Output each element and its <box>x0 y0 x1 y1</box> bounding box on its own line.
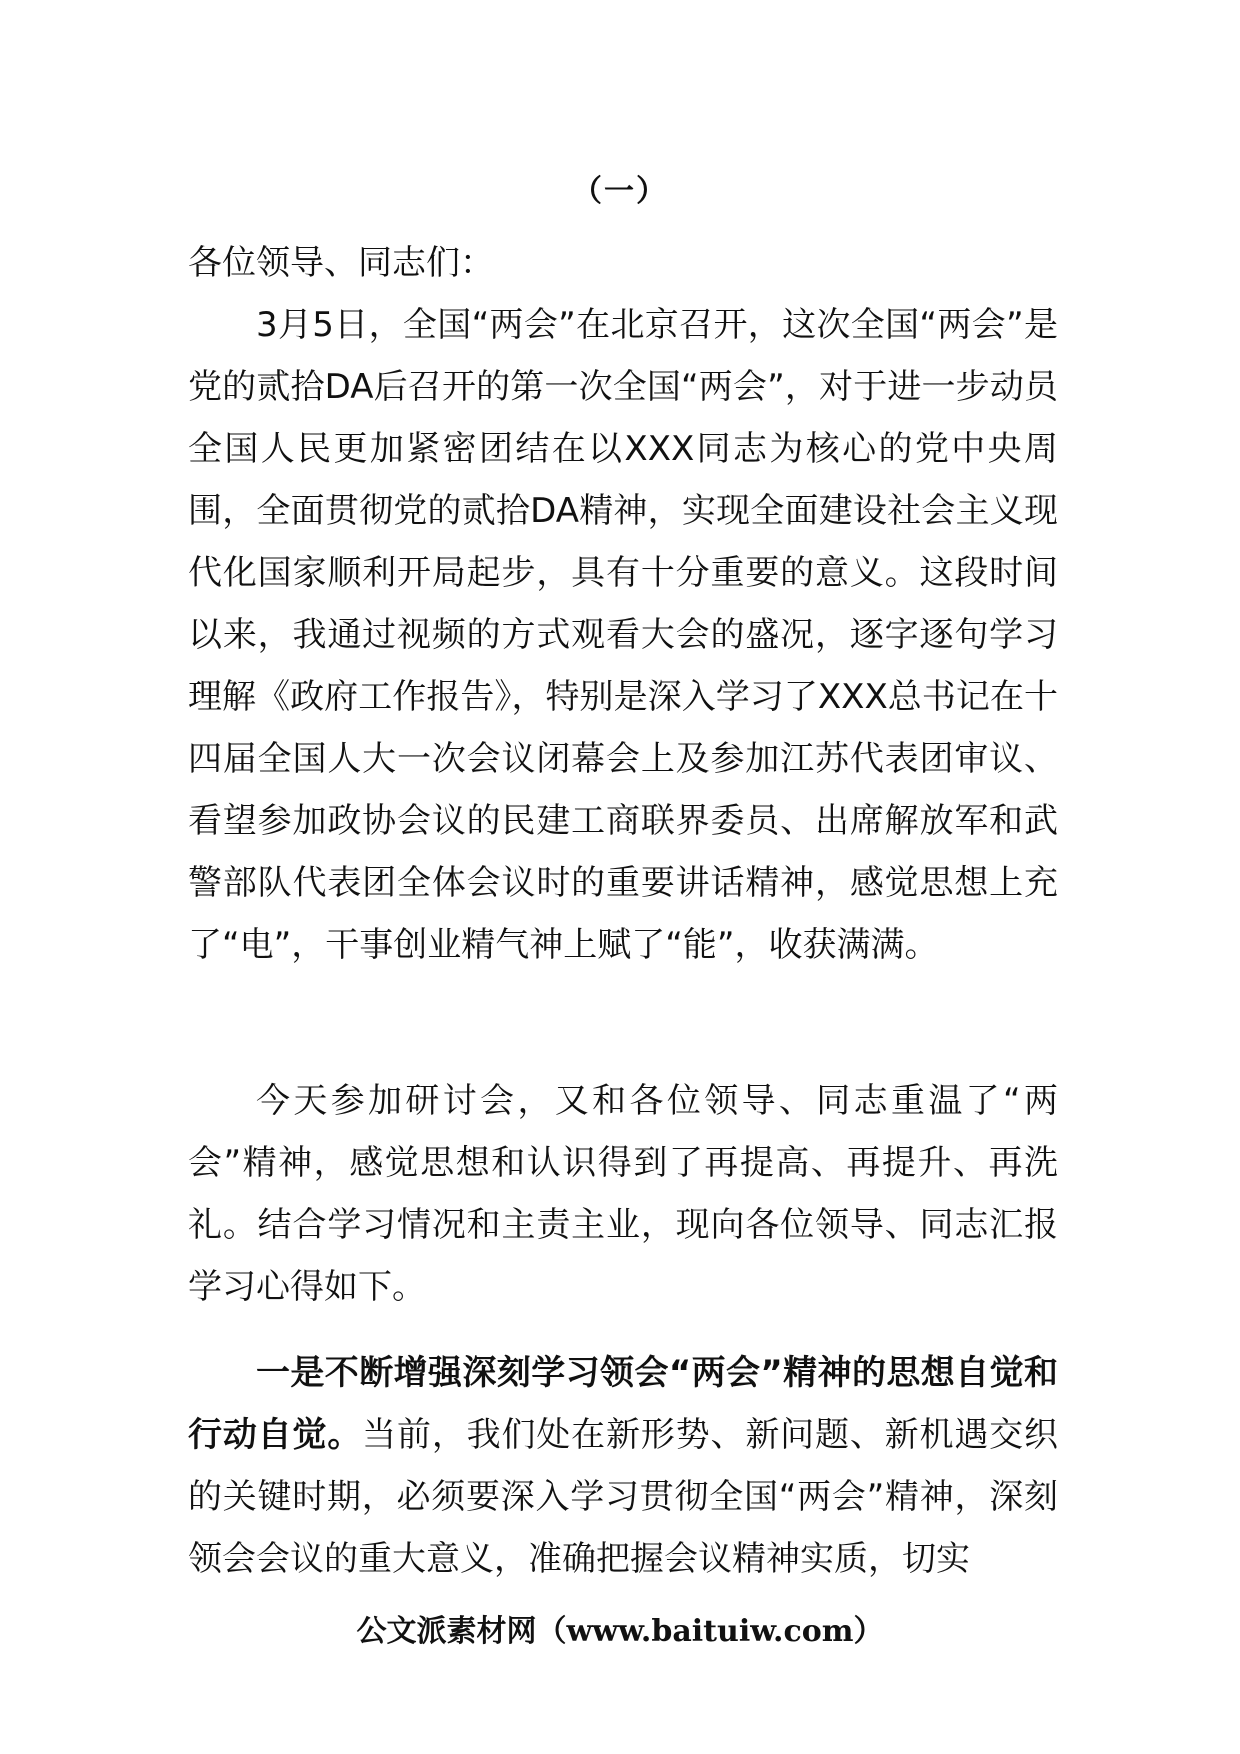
paragraph-3 <box>188 1342 1058 1590</box>
section-heading: （一） <box>572 174 668 209</box>
paragraph-2: 今天参加研讨会，又和各位领导、同志重温了“两会”精神，感觉思想和认识得到了再提高、再提升、再洗礼。结合学习情况和主责主业，现向各位领导、同志汇报学习心得如下。 <box>188 1081 1058 1307</box>
paragraph-3-lead: 一是不断增强深刻学习领会“两会”精神的思想自觉和行动自觉。 <box>188 1353 1058 1455</box>
paragraph-1: 3月5日，全国“两会”在北京召开，这次全国“两会”是党的贰拾DA后召开的第一次全国“两会”，对于进一步动员全国人民更加紧密团结在以XXX同志为核心的党中央周围，全面贯彻党的贰拾DA精神，实现全面建设社会主义现代化国家顺利开局起步，具有十分重要的意义。这段时间以来，我通过视频的方式观看大会的盛况，逐字逐句学习理解《政府工作报告》，特别是深入学习了XXX总书记在十四届全国人大一次会议闭幕会上及参加江苏代表团审议、看望参加政协会议的民建工商联界委员、出席解放军和武警部队代表团全体会议时的重要讲话精神，感觉思想上充了“电”，干事创业精气神上赋了“能”，收获满满。 <box>188 305 1058 965</box>
paragraph-3-body: 当前，我们处在新形势、新问题、新机遇交织的关键时期，必须要深入学习贯彻全国“两会”精神，深刻领会会议的重大意义，准确把握会议精神实质，切实 <box>188 1415 1059 1579</box>
salutation: 各位领导、同志们： <box>188 243 494 283</box>
footer-watermark: 公文派素材网（www.baituiw.com） <box>356 1614 884 1649</box>
